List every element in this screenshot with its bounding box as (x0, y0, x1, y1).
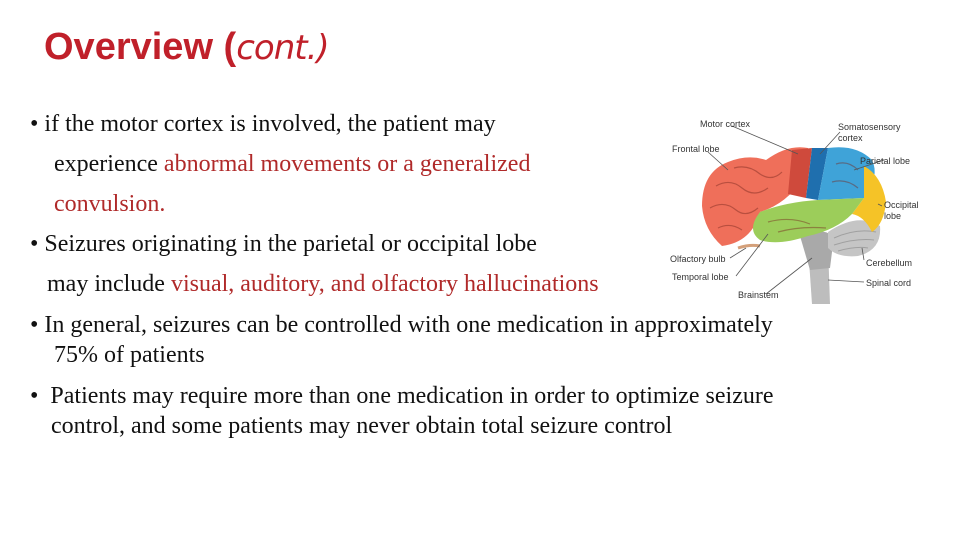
title-main: Overview ( (44, 26, 237, 68)
text-run: In general, seizures can be controlled with one medication in approximately (44, 312, 773, 338)
bullet-1-line-2 (54, 150, 530, 178)
label-somatosensory-line-2: cortex (838, 133, 863, 143)
label-olfactory-bulb: Olfactory bulb (670, 254, 726, 264)
bullet-marker: • (30, 383, 39, 409)
label-temporal-lobe: Temporal lobe (672, 272, 729, 282)
highlight-run: visual, auditory, and olfactory hallucinations (170, 271, 599, 297)
text-run: Seizures originating in the parietal or occipital lobe (44, 231, 537, 257)
brain-svg (668, 108, 930, 304)
label-motor-cortex: Motor cortex (700, 119, 751, 129)
bullet-2-line-2 (47, 270, 599, 298)
text-run: Patients may require more than one medication in order to optimize seizure (44, 383, 774, 409)
label-occipital-line-1: Occipital (884, 200, 919, 210)
bullet-marker: • (30, 231, 39, 257)
label-spinal-cord: Spinal cord (866, 278, 912, 288)
bullet-2-line-1 (30, 230, 537, 258)
bullet-3-line-2 (54, 341, 205, 369)
label-frontal-lobe: Frontal lobe (672, 144, 720, 154)
text-run: if the motor cortex is involved, the patient may (44, 111, 496, 137)
label-parietal-lobe: Parietal lobe (860, 156, 911, 166)
title-cont: cont.) (236, 28, 329, 68)
bullet-4-line-2 (51, 412, 672, 440)
highlight-run: abnormal movements or a generalized (163, 151, 531, 177)
bullet-marker: • (30, 312, 39, 338)
slide-title (44, 26, 329, 69)
text-run: experience (54, 151, 164, 177)
label-somatosensory-line-1: Somatosensory (838, 122, 901, 132)
highlight-run: convulsion. (54, 191, 166, 217)
bullet-3-line-1 (30, 311, 773, 339)
brain-diagram (668, 108, 930, 304)
text-run: 75% of patients (54, 342, 205, 368)
bullet-4-line-1 (30, 382, 774, 410)
olfactory-bulb-shape (738, 245, 760, 248)
bullet-1-line-1 (30, 110, 496, 138)
bullet-marker: • (30, 111, 39, 137)
label-brainstem: Brainstem (738, 290, 779, 300)
text-run: may include (47, 271, 171, 297)
label-occipital-line-2: lobe (884, 211, 902, 221)
label-cerebellum: Cerebellum (866, 258, 913, 268)
text-run: control, and some patients may never obtain total seizure control (51, 413, 673, 439)
bullet-1-line-3 (54, 190, 165, 218)
